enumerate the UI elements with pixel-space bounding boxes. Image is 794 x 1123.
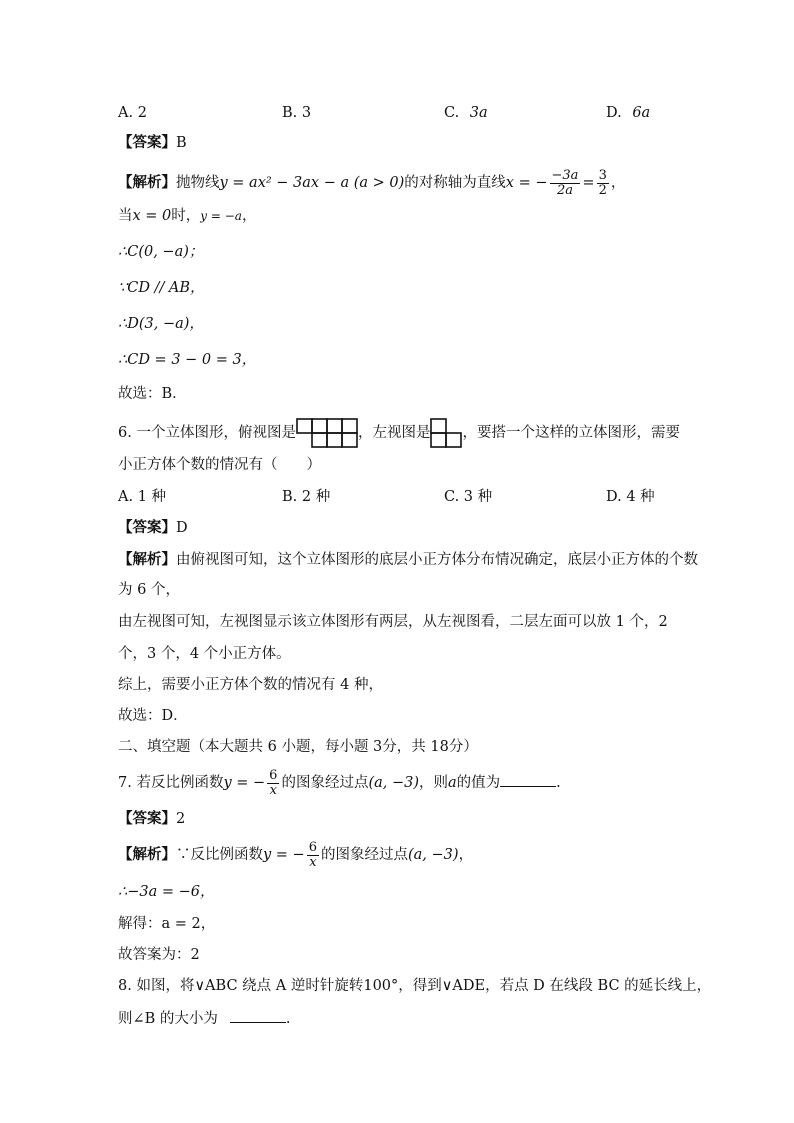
math-expression: y = ax² − 3ax − a (a > 0) xyxy=(219,175,405,191)
text: ，则 xyxy=(419,775,449,791)
text: 的值为 xyxy=(456,775,501,791)
text: ， xyxy=(241,208,257,224)
math-point: (a, −3) xyxy=(408,847,459,863)
q6-analysis-line-4: 个，3 个，4 个小正方体。 xyxy=(118,646,291,662)
analysis-tag: 【解析】 xyxy=(118,846,176,863)
math-expression: x = 0 xyxy=(132,208,172,224)
q6-option-c: C. 3 种 xyxy=(444,489,493,505)
fraction-numerator: −3a xyxy=(551,167,579,183)
q5-answer xyxy=(118,133,187,153)
q6-answer xyxy=(118,518,188,538)
q6-option-b: B. 2 种 xyxy=(282,489,331,505)
q7-analysis-line-3: 解得：a = 2， xyxy=(118,916,216,932)
answer-blank xyxy=(230,1008,286,1023)
section-heading: 二、填空题（本大题共 6 小题，每小题 3分，共 18分） xyxy=(118,739,478,755)
q7-analysis-line-2: ∴−3a = −6， xyxy=(118,884,215,900)
text: . xyxy=(556,775,561,791)
q5-analysis-line-7: 故选：B． xyxy=(118,386,187,402)
q6-stem-line-1 xyxy=(118,418,680,448)
fraction-denominator: x xyxy=(269,782,277,798)
answer-value: 2 xyxy=(176,811,186,827)
q5-option-b: B. 3 xyxy=(282,105,312,121)
math-variable: a xyxy=(448,775,457,791)
math-expression: y = −a xyxy=(200,209,242,223)
q5-option-c xyxy=(444,103,488,123)
q7-stem xyxy=(118,766,561,800)
text: 时， xyxy=(171,208,201,224)
q5-analysis-line-4: ∵CD // AB， xyxy=(118,280,205,296)
q6-analysis-line-5: 综上，需要小正方体个数的情况有 4 种， xyxy=(118,677,383,693)
answer-tag: 【答案】 xyxy=(118,134,176,151)
q8-stem-line-1: 8. 如图，将∨ABC 绕点 A 逆时针旋转100°，得到∨ADE，若点 D 在线段 BC 的延长线上， xyxy=(118,978,712,994)
text: 当 xyxy=(118,208,133,224)
text: ，左视图是 xyxy=(357,425,431,441)
left-view-figure xyxy=(430,418,462,448)
text: ， xyxy=(610,175,626,191)
q8-stem-line-2 xyxy=(118,1008,291,1029)
text: 7. 若反比例函数 xyxy=(118,775,224,791)
answer-blank xyxy=(500,772,556,787)
q5-option-d-value: 6a xyxy=(632,105,651,121)
q5-analysis-line-6: ∴CD = 3 − 0 = 3， xyxy=(118,352,257,368)
q5-analysis-line-3: ∴C(0, −a)； xyxy=(118,244,204,260)
text: 的对称轴为直线 xyxy=(404,175,506,191)
math-point: (a, −3) xyxy=(368,775,420,791)
answer-value: D xyxy=(176,520,188,536)
q7-analysis-line-4: 故答案为：2 xyxy=(118,947,200,963)
fraction xyxy=(307,841,319,870)
text: ， xyxy=(458,847,474,863)
q6-analysis-line-6: 故选：D． xyxy=(118,708,188,724)
math-expression: y = − xyxy=(223,775,266,791)
math-expression: y = − xyxy=(263,847,305,863)
text: ∵反比例函数 xyxy=(176,847,263,863)
math-expression: x = − xyxy=(505,175,548,191)
fraction-numerator: 6 xyxy=(308,839,317,855)
text: 的图象经过点 xyxy=(281,775,369,791)
fraction xyxy=(267,769,279,798)
q6-option-d: D. 4 种 xyxy=(606,489,655,505)
text: 则∠B 的大小为 xyxy=(118,1011,218,1027)
fraction xyxy=(550,169,581,198)
q6-analysis-line-2: 为 6 个， xyxy=(118,582,180,598)
equals-sign: = xyxy=(582,175,595,191)
text: 6. 一个立体图形，俯视图是 xyxy=(118,425,296,441)
q6-analysis-line-3: 由左视图可知，左视图显示该立体图形有两层，从左视图看，二层左面可以放 1 个，2 xyxy=(118,614,668,630)
q6-stem-line-2: 小正方体个数的情况有（ ） xyxy=(118,457,321,473)
q7-analysis-line-1 xyxy=(118,838,473,872)
answer-value: B xyxy=(176,135,187,151)
top-view-figure xyxy=(296,418,358,448)
q5-option-d-label: D. xyxy=(606,105,622,121)
text: 由俯视图可知，这个立体图形的底层小正方体分布情况确定，底层小正方体的个数 xyxy=(176,552,698,568)
q5-option-a: A. 2 xyxy=(118,105,147,121)
text: ，要搭一个这样的立体图形，需要 xyxy=(462,425,680,441)
fraction-denominator: x xyxy=(309,854,317,870)
fraction-denominator: 2a xyxy=(556,182,573,198)
text: 的图象经过点 xyxy=(321,847,408,863)
text: . xyxy=(285,1011,291,1027)
q5-option-c-label: C. xyxy=(444,105,460,121)
analysis-tag: 【解析】 xyxy=(118,551,176,568)
q5-analysis-line-5: ∴D(3, −a)， xyxy=(118,316,204,332)
analysis-tag: 【解析】 xyxy=(118,174,176,191)
q5-analysis-line-1 xyxy=(118,168,625,198)
answer-tag: 【答案】 xyxy=(118,810,176,827)
fraction xyxy=(597,169,609,198)
text: 抛物线 xyxy=(176,175,220,191)
fraction-numerator: 3 xyxy=(598,167,607,183)
fraction-denominator: 2 xyxy=(598,182,607,198)
q6-option-a: A. 1 种 xyxy=(118,489,167,505)
q6-analysis-line-1 xyxy=(118,550,698,570)
fraction-numerator: 6 xyxy=(269,767,278,783)
q7-answer xyxy=(118,809,185,829)
q5-option-c-value: 3a xyxy=(469,105,488,121)
q5-option-d xyxy=(606,103,650,123)
q5-analysis-line-2 xyxy=(118,206,256,226)
answer-tag: 【答案】 xyxy=(118,519,176,536)
